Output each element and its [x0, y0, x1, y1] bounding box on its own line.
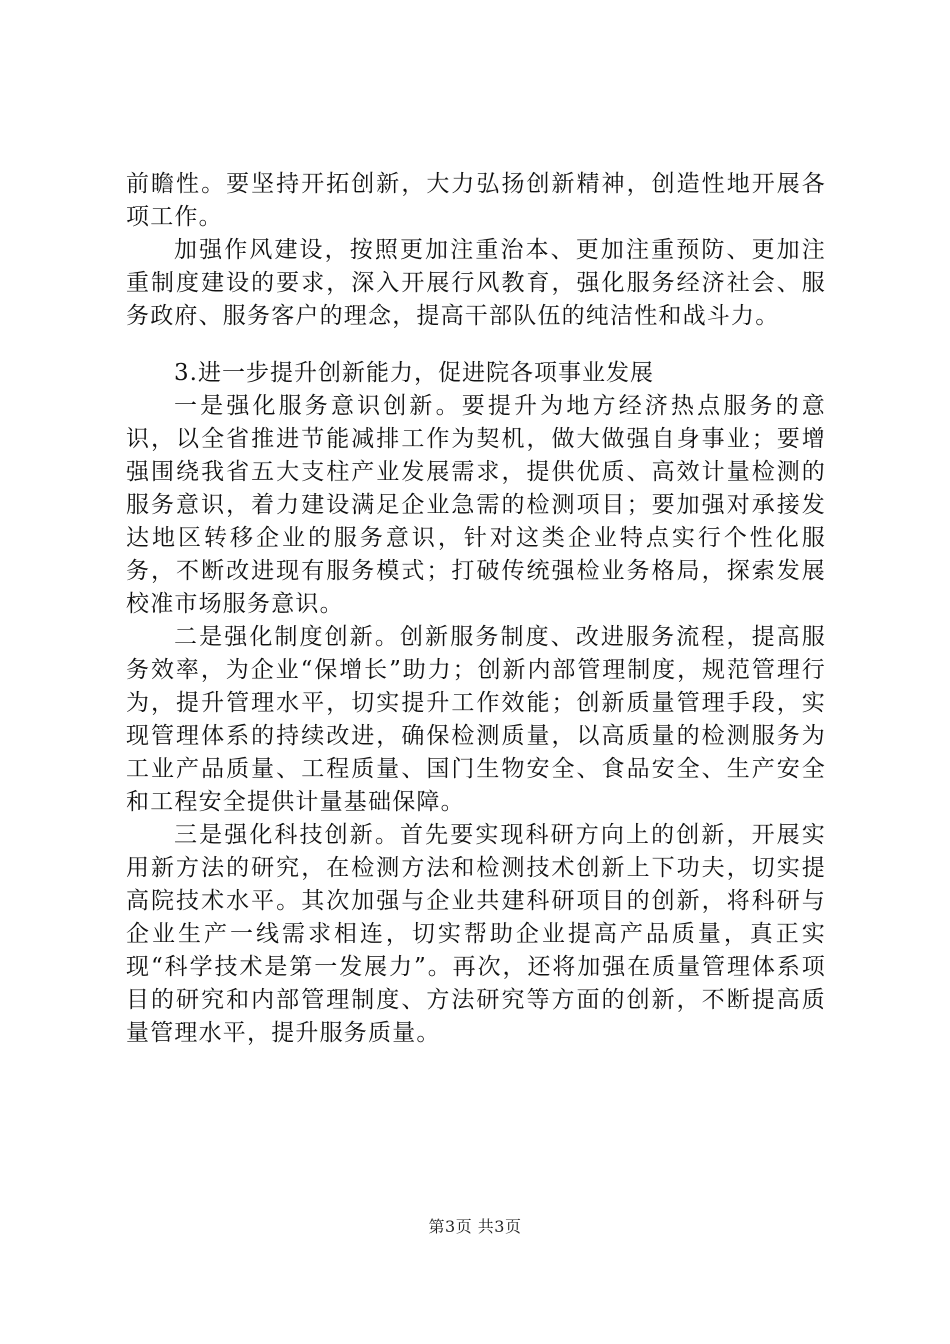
- page-number-footer: 第3页 共3页: [428, 1217, 522, 1236]
- paragraph-continuation: 前瞻性。要坚持开拓创新，大力弘扬创新精神，创造性地开展各项工作。: [126, 171, 826, 230]
- paragraph-style-building: 加强作风建设，按照更加注重治本、更加注重预防、更加注重制度建设的要求，深入开展行风教育，强化服务经济社会、服务政府、服务客户的理念，提高干部队伍的纯洁性和战斗力。: [126, 237, 826, 329]
- document-body: [126, 168, 826, 1050]
- paragraph-system-innovation: 二是强化制度创新。创新服务制度、改进服务流程，提高服务效率，为企业“保增长”助力；创新内部管理制度，规范管理行为，提升管理水平，切实提升工作效能；创新质量管理手段，实现管理体系的持续改进，确保检测质量，以高质量的检测服务为工业产品质量、工程质量、国门生物安全、食品安全、生产安全和工程安全提供计量基础保障。: [126, 624, 826, 815]
- paragraph-service-innovation: 一是强化服务意识创新。要提升为地方经济热点服务的意识，以全省推进节能减排工作为契机，做大做强自身事业；要增强围绕我省五大支柱产业发展需求，提供优质、高效计量检测的服务意识，着力建设满足企业急需的检测项目；要加强对承接发达地区转移企业的服务意识，针对这类企业特点实行个性化服务，不断改进现有服务模式；打破传统强检业务格局，探索发展校准市场服务意识。: [126, 393, 826, 617]
- section-heading: 3.进一步提升创新能力，促进院各项事业发展: [174, 360, 654, 386]
- paragraph-gap: [126, 333, 826, 357]
- paragraph-tech-innovation: 三是强化科技创新。首先要实现科研方向上的创新，开展实用新方法的研究，在检测方法和检测技术创新上下功夫，切实提高院技术水平。其次加强与企业共建科研项目的创新，将科研与企业生产一线需求相连，切实帮助企业提高产品质量，真正实现“科学技术是第一发展力”。再次，还将加强在质量管理体系项目的研究和内部管理制度、方法研究等方面的创新，不断提高质量管理水平，提升服务质量。: [126, 822, 826, 1046]
